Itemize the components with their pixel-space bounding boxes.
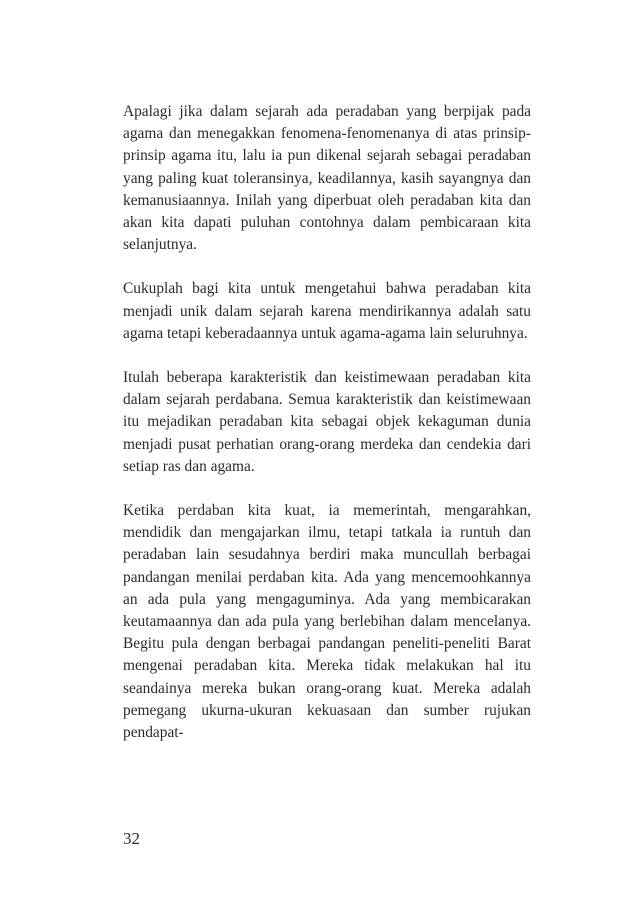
page-number: 32 [123,829,140,848]
paragraph-3: Itulah beberapa karakteristik dan keistimewaan peradaban kita dalam sejarah perdabana. Semua karakteristik dan keistimewaan itu mejadikan peradaban kita sebagai objek kekaguman dunia menjadi pusat perhatian orang-orang merdeka dan cendekia dari setiap ras dan agama. [123,369,531,475]
paragraph-4: Ketika perdaban kita kuat, ia memerintah, mengarahkan, mendidik dan mengajarkan ilmu, tetapi tatkala ia runtuh dan peradaban lain sesudahnya berdiri maka muncullah berbagai pandangan menilai perdaban kita. Ada yang mencemoohkannya an ada pula yang mengaguminya. Ada yang membicarakan keutamaannya dan ada pula yang berlebihan dalam mencelanya. Begitu pula dengan berbagai pandangan peneliti-peneliti Barat mengenai peradaban kita. Mereka tidak melakukan hal itu seandainya mereka bukan orang-orang kuat. Mereka adalah pemegang ukurna-ukuran kekuasaan dan sumber rujukan pendapat- [123,502,531,742]
paragraph-1: Apalagi jika dalam sejarah ada peradaban yang berpijak pada agama dan menegakkan fenomena-fenomenanya di atas prinsip-prinsip agama itu, lalu ia pun dikenal sejarah sebagai peradaban yang paling kuat toleransinya, keadilannya, kasih sayangnya dan kemanusiaannya. Inilah yang diperbuat oleh peradaban kita dan akan kita dapati puluhan contohnya dalam pembicaraan kita selanjutnya. [123,103,531,254]
body-text [123,101,531,766]
paragraph-2: Cukuplah bagi kita untuk mengetahui bahwa peradaban kita menjadi unik dalam sejarah karena mendirikannya adalah satu agama tetapi keberadaannya untuk agama-agama lain seluruhnya. [123,280,531,342]
